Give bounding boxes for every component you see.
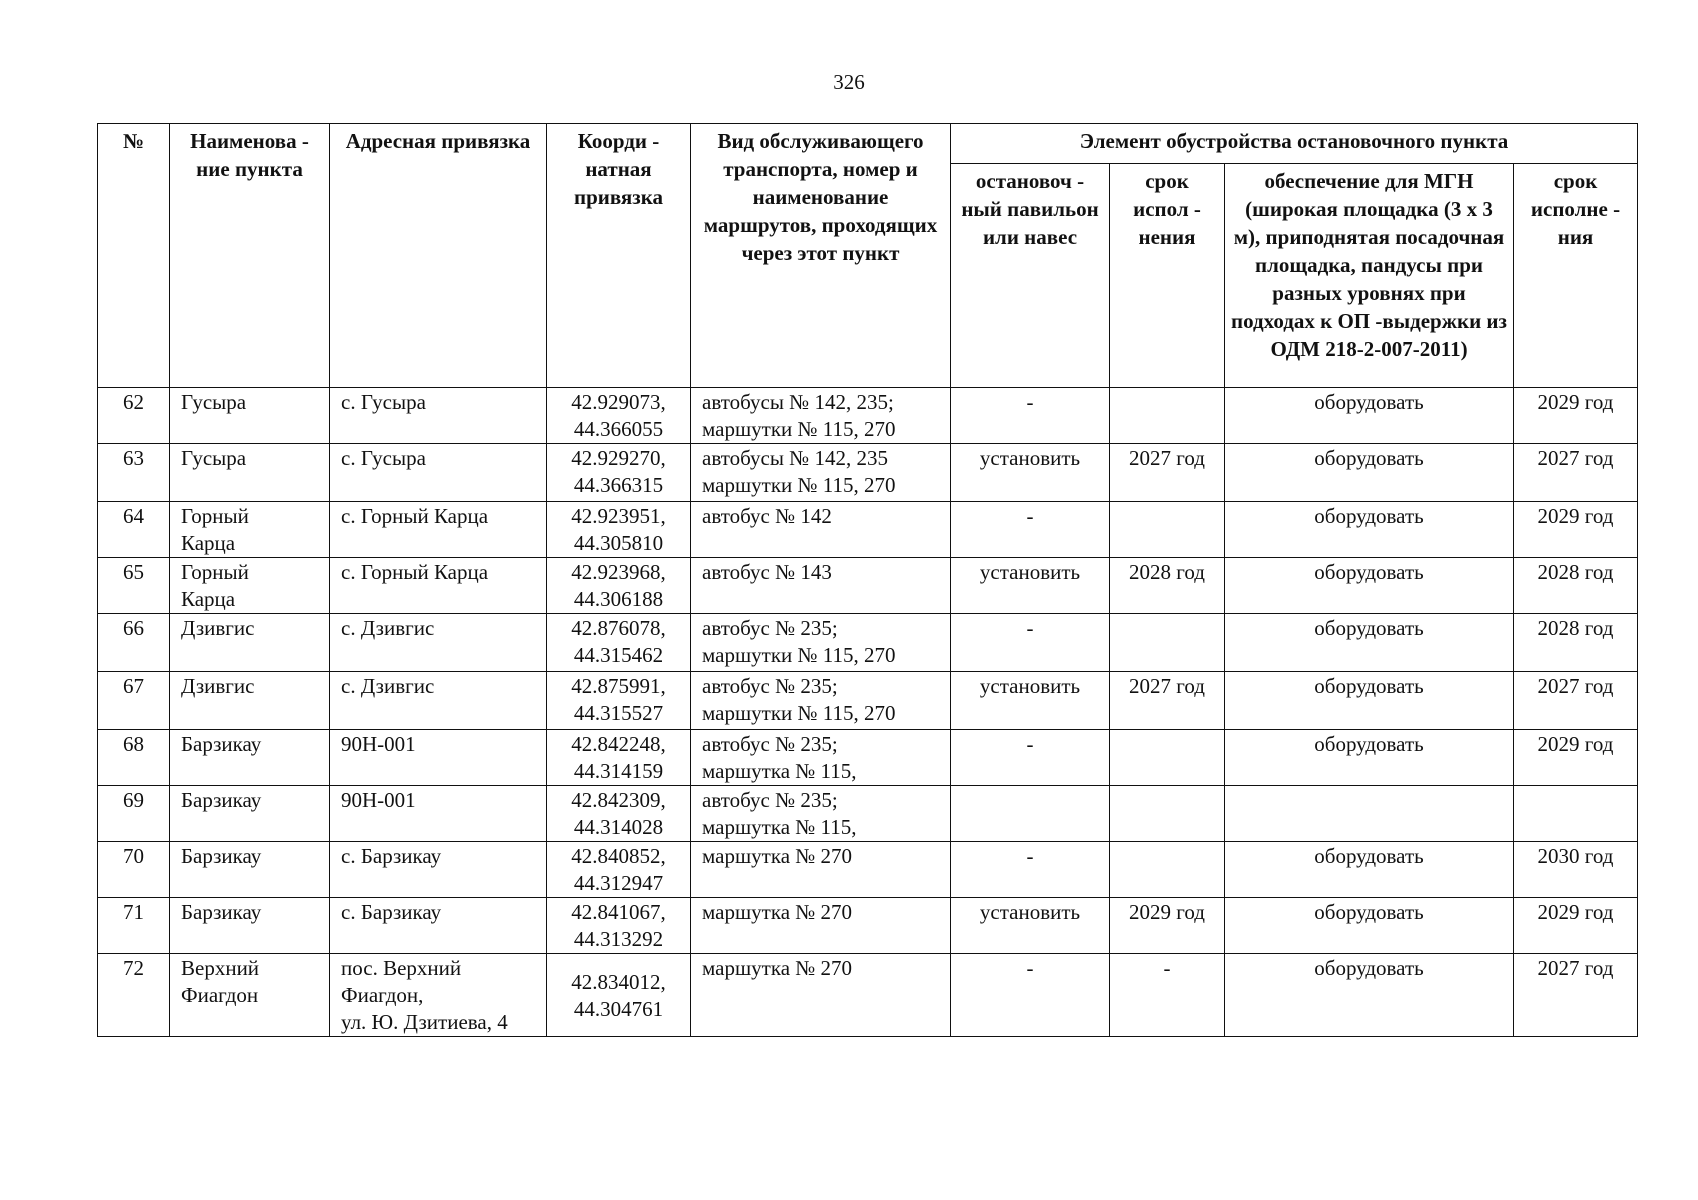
table-row xyxy=(98,388,1638,444)
cell-num: 65 xyxy=(98,558,170,614)
table-row xyxy=(98,730,1638,786)
cell-name: Гусыра xyxy=(170,444,330,502)
cell-coords: 42.876078, 44.315462 xyxy=(547,614,691,672)
cell-term1 xyxy=(1110,730,1225,786)
cell-pavilion: - xyxy=(951,842,1110,898)
cell-term1: 2027 год xyxy=(1110,672,1225,730)
cell-transport: автобусы № 142, 235; маршутки № 115, 270 xyxy=(691,388,951,444)
cell-pavilion: - xyxy=(951,614,1110,672)
table-row xyxy=(98,786,1638,842)
cell-term2: 2029 год xyxy=(1514,898,1638,954)
cell-term1 xyxy=(1110,388,1225,444)
cell-num: 64 xyxy=(98,502,170,558)
cell-mgn: оборудовать xyxy=(1225,842,1514,898)
cell-term2: 2029 год xyxy=(1514,502,1638,558)
table-row xyxy=(98,898,1638,954)
cell-pavilion: установить xyxy=(951,898,1110,954)
cell-name: Верхний Фиагдон xyxy=(170,954,330,1037)
cell-term1: 2027 год xyxy=(1110,444,1225,502)
table-row xyxy=(98,614,1638,672)
cell-num: 72 xyxy=(98,954,170,1037)
cell-mgn: оборудовать xyxy=(1225,502,1514,558)
cell-address: с. Гусыра xyxy=(330,388,547,444)
header-coords: Коорди - натная привязка xyxy=(547,124,691,388)
header-transport: Вид обслуживающего транспорта, номер и наименование маршрутов, проходящих через этот пункт xyxy=(691,124,951,388)
cell-pavilion xyxy=(951,786,1110,842)
cell-coords: 42.923951, 44.305810 xyxy=(547,502,691,558)
cell-num: 62 xyxy=(98,388,170,444)
cell-term2: 2029 год xyxy=(1514,388,1638,444)
table-row xyxy=(98,502,1638,558)
cell-name: Дзивгис xyxy=(170,614,330,672)
cell-num: 66 xyxy=(98,614,170,672)
cell-name: Барзикау xyxy=(170,730,330,786)
cell-mgn: оборудовать xyxy=(1225,730,1514,786)
table-row xyxy=(98,558,1638,614)
cell-num: 63 xyxy=(98,444,170,502)
cell-address: пос. Верхний Фиагдон, ул. Ю. Дзитиева, 4 xyxy=(330,954,547,1037)
cell-address: с. Гусыра xyxy=(330,444,547,502)
cell-pavilion: установить xyxy=(951,444,1110,502)
header-term2: срок исполне - ния xyxy=(1514,164,1638,388)
cell-pavilion: установить xyxy=(951,672,1110,730)
cell-transport: автобус № 235; маршутка № 115, xyxy=(691,730,951,786)
cell-coords: 42.834012, 44.304761 xyxy=(547,954,691,1037)
header-name: Наименова - ние пункта xyxy=(170,124,330,388)
header-term1: срок испол - нения xyxy=(1110,164,1225,388)
cell-transport: маршутка № 270 xyxy=(691,842,951,898)
cell-name: Барзикау xyxy=(170,842,330,898)
cell-num: 70 xyxy=(98,842,170,898)
header-num: № xyxy=(98,124,170,388)
cell-transport: автобус № 235; маршутки № 115, 270 xyxy=(691,614,951,672)
cell-name: Барзикау xyxy=(170,786,330,842)
cell-pavilion: установить xyxy=(951,558,1110,614)
table-row xyxy=(98,842,1638,898)
cell-transport: автобус № 142 xyxy=(691,502,951,558)
cell-mgn: оборудовать xyxy=(1225,558,1514,614)
cell-address: с. Барзикау xyxy=(330,842,547,898)
cell-pavilion: - xyxy=(951,954,1110,1037)
cell-pavilion: - xyxy=(951,502,1110,558)
cell-term2: 2029 год xyxy=(1514,730,1638,786)
cell-term1: 2029 год xyxy=(1110,898,1225,954)
cell-mgn: оборудовать xyxy=(1225,672,1514,730)
cell-address: с. Дзивгис xyxy=(330,672,547,730)
cell-term1 xyxy=(1110,614,1225,672)
cell-mgn xyxy=(1225,786,1514,842)
cell-num: 68 xyxy=(98,730,170,786)
cell-term2: 2028 год xyxy=(1514,558,1638,614)
cell-num: 67 xyxy=(98,672,170,730)
cell-name: Дзивгис xyxy=(170,672,330,730)
cell-pavilion: - xyxy=(951,730,1110,786)
cell-term2: 2027 год xyxy=(1514,444,1638,502)
cell-mgn: оборудовать xyxy=(1225,388,1514,444)
cell-term1: 2028 год xyxy=(1110,558,1225,614)
cell-term2: 2027 год xyxy=(1514,672,1638,730)
header-mgn: обеспечение для МГН (широкая площадка (3 х 3 м), приподнятая посадочная площадка, пандусы при разных уровнях при подходах к ОП -выдержки из ОДМ 218-2-007-2011) xyxy=(1225,164,1514,388)
cell-coords: 42.841067, 44.313292 xyxy=(547,898,691,954)
cell-term1 xyxy=(1110,786,1225,842)
header-address: Адресная привязка xyxy=(330,124,547,388)
cell-address: 90Н-001 xyxy=(330,730,547,786)
cell-name: Барзикау xyxy=(170,898,330,954)
cell-transport: автобус № 143 xyxy=(691,558,951,614)
cell-mgn: оборудовать xyxy=(1225,444,1514,502)
cell-term1: - xyxy=(1110,954,1225,1037)
table-row xyxy=(98,444,1638,502)
cell-term1 xyxy=(1110,842,1225,898)
cell-term1 xyxy=(1110,502,1225,558)
header-pavilion: остановоч - ный павильон или навес xyxy=(951,164,1110,388)
cell-term2 xyxy=(1514,786,1638,842)
cell-mgn: оборудовать xyxy=(1225,898,1514,954)
cell-num: 71 xyxy=(98,898,170,954)
cell-coords: 42.842309, 44.314028 xyxy=(547,786,691,842)
cell-address: 90Н-001 xyxy=(330,786,547,842)
cell-transport: автобус № 235; маршутки № 115, 270 xyxy=(691,672,951,730)
cell-transport: автобус № 235; маршутка № 115, xyxy=(691,786,951,842)
cell-transport: автобусы № 142, 235 маршутки № 115, 270 xyxy=(691,444,951,502)
cell-mgn: оборудовать xyxy=(1225,614,1514,672)
cell-coords: 42.842248, 44.314159 xyxy=(547,730,691,786)
cell-address: с. Дзивгис xyxy=(330,614,547,672)
cell-transport: маршутка № 270 xyxy=(691,898,951,954)
cell-address: с. Барзикау xyxy=(330,898,547,954)
cell-name: Горный Карца xyxy=(170,502,330,558)
cell-term2: 2027 год xyxy=(1514,954,1638,1037)
cell-coords: 42.840852, 44.312947 xyxy=(547,842,691,898)
cell-coords: 42.929073, 44.366055 xyxy=(547,388,691,444)
cell-address: с. Горный Карца xyxy=(330,502,547,558)
table-row xyxy=(98,954,1638,1037)
cell-pavilion: - xyxy=(951,388,1110,444)
cell-coords: 42.875991, 44.315527 xyxy=(547,672,691,730)
cell-coords: 42.929270, 44.366315 xyxy=(547,444,691,502)
cell-address: с. Горный Карца xyxy=(330,558,547,614)
header-stop-equipment: Элемент обустройства остановочного пункта xyxy=(951,124,1638,164)
cell-term2: 2028 год xyxy=(1514,614,1638,672)
cell-name: Гусыра xyxy=(170,388,330,444)
bus-stops-table xyxy=(97,123,1638,1037)
cell-num: 69 xyxy=(98,786,170,842)
page-number: 326 xyxy=(833,70,865,94)
cell-transport: маршутка № 270 xyxy=(691,954,951,1037)
table-row xyxy=(98,672,1638,730)
cell-coords: 42.923968, 44.306188 xyxy=(547,558,691,614)
cell-term2: 2030 год xyxy=(1514,842,1638,898)
cell-mgn: оборудовать xyxy=(1225,954,1514,1037)
cell-name: Горный Карца xyxy=(170,558,330,614)
